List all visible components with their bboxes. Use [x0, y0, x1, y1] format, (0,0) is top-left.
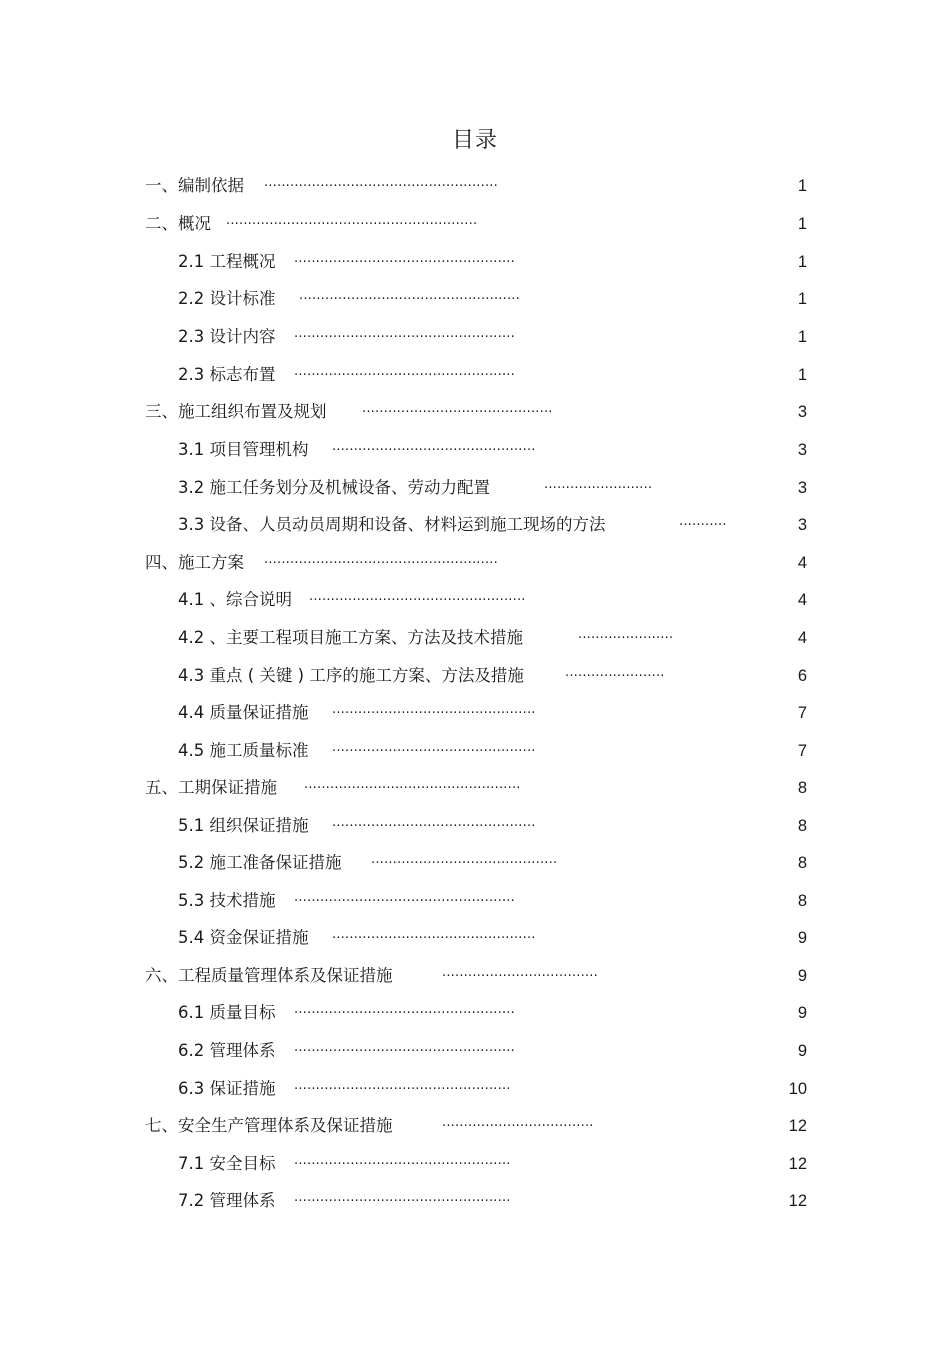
- toc-entry[interactable]: [0, 776, 950, 800]
- toc-leader-dots: ...................................: [442, 1115, 594, 1130]
- toc-leader-dots: .........................: [544, 477, 653, 492]
- toc-leader-dots: ......................................................: [264, 552, 498, 567]
- toc-entry[interactable]: [0, 588, 950, 612]
- toc-entry[interactable]: [0, 664, 950, 688]
- toc-page-number: 8: [797, 779, 807, 797]
- toc-entry-label: 5.2 施工准备保证措施: [178, 853, 342, 872]
- toc-entry-label: 五、工期保证措施: [145, 778, 277, 797]
- toc-page-number: 8: [797, 892, 807, 910]
- toc-entry[interactable]: [0, 926, 950, 950]
- toc-page-number: 1: [797, 177, 807, 195]
- toc-entry-label: 2.3 设计内容: [178, 327, 276, 346]
- toc-entry-label: 三、施工组织布置及规划: [145, 402, 327, 421]
- toc-entry[interactable]: [0, 964, 950, 988]
- toc-entry[interactable]: [0, 701, 950, 725]
- toc-entry[interactable]: [0, 1114, 950, 1138]
- toc-leader-dots: ...................................................: [299, 288, 520, 303]
- toc-entry[interactable]: [0, 1039, 950, 1063]
- toc-leader-dots: ...........................................: [371, 852, 558, 867]
- toc-page-number: 1: [797, 366, 807, 384]
- toc-entry-label: 5.3 技术措施: [178, 891, 276, 910]
- toc-page-number: 9: [797, 929, 807, 947]
- toc-page-number: 7: [797, 704, 807, 722]
- toc-entry[interactable]: [0, 851, 950, 875]
- toc-entry-label: 7.1 安全目标: [178, 1154, 276, 1173]
- toc-entry-label: 3.2 施工任务划分及机械设备、劳动力配置: [178, 478, 490, 497]
- toc-entry-label: 4.3 重点 ( 关键 ) 工序的施工方案、方法及措施: [178, 666, 524, 685]
- toc-entry[interactable]: [0, 287, 950, 311]
- toc-leader-dots: ...................................................: [294, 1002, 515, 1017]
- toc-entry-label: 四、施工方案: [145, 553, 244, 572]
- toc-leader-dots: .......................: [565, 665, 665, 680]
- toc-page-number: 1: [797, 290, 807, 308]
- toc-leader-dots: ...................................................: [294, 364, 515, 379]
- toc-entry-label: 5.4 资金保证措施: [178, 928, 309, 947]
- toc-leader-dots: ...............................................: [332, 439, 536, 454]
- toc-entry[interactable]: [0, 513, 950, 537]
- toc-entry[interactable]: [0, 363, 950, 387]
- toc-page-number: 6: [797, 667, 807, 685]
- toc-entry-label: 6.3 保证措施: [178, 1079, 276, 1098]
- toc-leader-dots: ...................................................: [294, 1040, 515, 1055]
- toc-entry[interactable]: [0, 1077, 950, 1101]
- toc-leader-dots: ..................................................: [294, 1078, 511, 1093]
- toc-page-number: 8: [797, 817, 807, 835]
- toc-entry[interactable]: [0, 814, 950, 838]
- toc-entry-label: 3.1 项目管理机构: [178, 440, 309, 459]
- toc-page-number: 4: [797, 554, 807, 572]
- toc-leader-dots: ............................................: [362, 401, 553, 416]
- toc-leader-dots: ..................................................: [309, 589, 526, 604]
- toc-entry-label: 7.2 管理体系: [178, 1191, 276, 1210]
- toc-entry-label: 4.4 质量保证措施: [178, 703, 309, 722]
- toc-entry-label: 4.5 施工质量标准: [178, 741, 309, 760]
- toc-entry[interactable]: [0, 626, 950, 650]
- toc-entry[interactable]: [0, 739, 950, 763]
- toc-entry-label: 二、概况: [145, 214, 211, 233]
- toc-page-number: 9: [797, 1042, 807, 1060]
- toc-entry[interactable]: [0, 400, 950, 424]
- toc-leader-dots: ...............................................: [332, 702, 536, 717]
- toc-leader-dots: ...........: [679, 514, 727, 529]
- toc-page-number: 3: [797, 403, 807, 421]
- toc-entry-label: 2.2 设计标准: [178, 289, 276, 308]
- toc-page-number: 12: [788, 1192, 807, 1210]
- toc-leader-dots: ......................: [578, 627, 674, 642]
- toc-leader-dots: ..........................................................: [226, 213, 478, 228]
- page-title: 目录: [451, 128, 498, 153]
- toc-page-number: 1: [797, 328, 807, 346]
- toc-page-number: 8: [797, 854, 807, 872]
- toc-entry[interactable]: [0, 551, 950, 575]
- toc-page-number: 3: [797, 441, 807, 459]
- toc-entry-label: 一、编制依据: [145, 176, 244, 195]
- toc-entry[interactable]: [0, 325, 950, 349]
- toc-leader-dots: ....................................: [442, 965, 598, 980]
- toc-entry-label: 3.3 设备、人员动员周期和设备、材料运到施工现场的方法: [178, 515, 606, 534]
- toc-leader-dots: ...................................................: [294, 890, 515, 905]
- toc-page-number: 12: [788, 1155, 807, 1173]
- toc-page-number: 7: [797, 742, 807, 760]
- toc-entry[interactable]: [0, 438, 950, 462]
- toc-page-number: 3: [797, 516, 807, 534]
- toc-leader-dots: ......................................................: [264, 175, 498, 190]
- toc-entry-label: 2.3 标志布置: [178, 365, 276, 384]
- toc-entry[interactable]: [0, 1189, 950, 1213]
- toc-leader-dots: ..................................................: [304, 777, 521, 792]
- toc-entry-label: 4.2 、主要工程项目施工方案、方法及技术措施: [178, 628, 523, 647]
- toc-page-number: 9: [797, 1004, 807, 1022]
- toc-entry[interactable]: [0, 476, 950, 500]
- toc-entry-label: 2.1 工程概况: [178, 252, 276, 271]
- toc-entry-label: 七、安全生产管理体系及保证措施: [145, 1116, 393, 1135]
- toc-leader-dots: ...................................................: [294, 326, 515, 341]
- toc-page-number: 4: [797, 629, 807, 647]
- toc-page-number: 1: [797, 253, 807, 271]
- toc-page-number: 12: [788, 1117, 807, 1135]
- toc-leader-dots: ...............................................: [332, 815, 536, 830]
- toc-page-number: 1: [797, 215, 807, 233]
- toc-leader-dots: ...............................................: [332, 740, 536, 755]
- toc-entry[interactable]: [0, 250, 950, 274]
- toc-entry[interactable]: [0, 174, 950, 198]
- toc-entry[interactable]: [0, 1001, 950, 1025]
- toc-entry-label: 6.1 质量目标: [178, 1003, 276, 1022]
- toc-entry[interactable]: [0, 1152, 950, 1176]
- toc-entry-label: 6.2 管理体系: [178, 1041, 276, 1060]
- toc-page-number: 9: [797, 967, 807, 985]
- toc-entry[interactable]: [0, 889, 950, 913]
- toc-leader-dots: ..................................................: [294, 1153, 511, 1168]
- toc-entry-label: 六、工程质量管理体系及保证措施: [145, 966, 393, 985]
- toc-page-number: 3: [797, 479, 807, 497]
- toc-entry[interactable]: [0, 212, 950, 236]
- toc-page-number: 4: [797, 591, 807, 609]
- toc-leader-dots: ...................................................: [294, 251, 515, 266]
- toc-leader-dots: ..................................................: [294, 1190, 511, 1205]
- toc-entry-label: 5.1 组织保证措施: [178, 816, 309, 835]
- toc-entry-label: 4.1 、综合说明: [178, 590, 292, 609]
- toc-leader-dots: ...............................................: [332, 927, 536, 942]
- toc-page-number: 10: [788, 1080, 807, 1098]
